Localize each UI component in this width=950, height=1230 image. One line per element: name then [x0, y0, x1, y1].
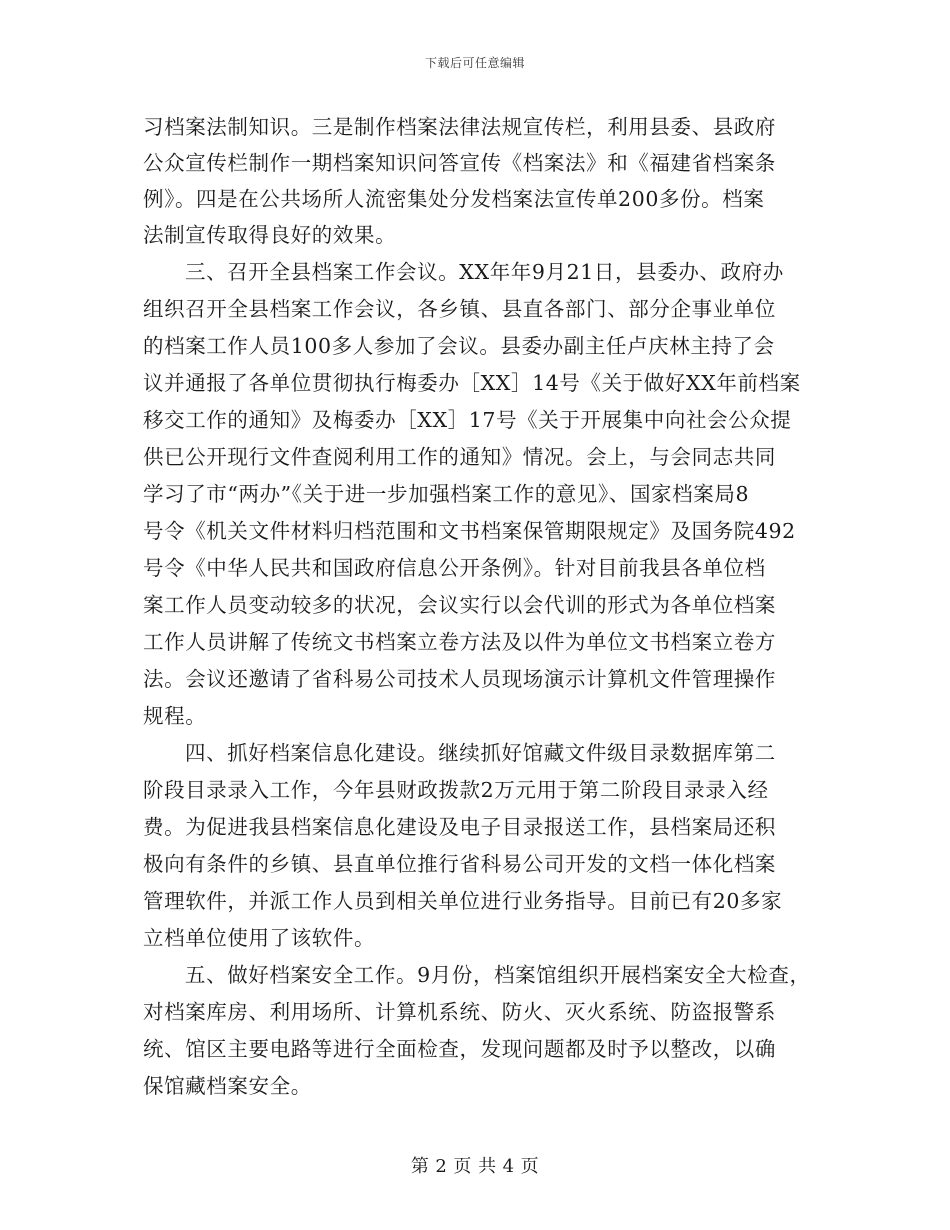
- text-line: 案工作人员变动较多的状况，会议实行以会代训的形式为各单位档案: [143, 593, 776, 617]
- text-line: 阶段目录录入工作，今年县财政拨款2万元用于第二阶段目录录入经: [143, 778, 769, 802]
- paragraph-start-line: 三、召开全县档案工作会议。XX年年9月21日，县委办、政府办: [185, 260, 784, 284]
- text-line: 公众宣传栏制作一期档案知识问答宣传《档案法》和《福建省档案条: [143, 151, 776, 175]
- text-line: 工作人员讲解了传统文书档案立卷方法及以件为单位文书档案立卷方: [143, 630, 776, 654]
- text-line: 费。为促进我县档案信息化建设及电子目录报送工作，县档案局还积: [143, 815, 776, 839]
- page-number: 2: [435, 1156, 448, 1177]
- text-line: 极向有条件的乡镇、县直单位推行省科易公司开发的文档一体化档案: [143, 852, 776, 876]
- text-line: 管理软件，并派工作人员到相关单位进行业务指导。目前已有20多家: [143, 889, 783, 913]
- text-line: 例》。四是在公共场所人流密集处分发档案法宣传单200多份。档案: [143, 187, 765, 211]
- text-line: 统、馆区主要电路等进行全面检查，发现问题都及时予以整改，以确: [143, 1037, 776, 1061]
- text-line: 对档案库房、利用场所、计算机系统、防火、灭火系统、防盗报警系: [143, 1000, 776, 1024]
- text-line: 学习了市“两办”《关于进一步加强档案工作的意见》、国家档案局8: [143, 482, 750, 506]
- total-pages: 4: [502, 1156, 515, 1177]
- text-line: 法。会议还邀请了省科易公司技术人员现场演示计算机文件管理操作: [143, 667, 776, 691]
- text-line: 议并通报了各单位贯彻执行梅委办［XX］14号《关于做好XX年前档案: [143, 371, 801, 395]
- text-line: 立档单位使用了该软件。: [143, 926, 376, 950]
- paragraph-start-line: 五、做好档案安全工作。9月份，档案馆组织开展档案安全大检查，: [185, 963, 811, 987]
- footer-middle: 页 共: [453, 1156, 497, 1177]
- text-line: 法制宣传取得良好的效果。: [143, 223, 397, 247]
- text-line: 组织召开全县档案工作会议，各乡镇、县直各部门、部分企事业单位: [143, 297, 776, 321]
- footer-prefix: 第: [410, 1156, 430, 1177]
- paragraph-start-line: 四、抓好档案信息化建设。继续抓好馆藏文件级目录数据库第二: [185, 741, 776, 765]
- text-line: 号令《机关文件材料归档范围和文书档案保管期限规定》及国务院492: [143, 519, 796, 543]
- page-footer: [0, 1152, 950, 1178]
- text-line: 供已公开现行文件查阅利用工作的通知》情况。会上，与会同志共同: [143, 445, 776, 469]
- text-line: 规程。: [143, 704, 207, 728]
- text-line: 的档案工作人员100多人参加了会议。县委办副主任卢庆林主持了会: [143, 334, 775, 358]
- page-header: 下载后可任意编辑: [424, 56, 525, 70]
- text-line: 移交工作的通知》及梅委办［XX］17号《关于开展集中向社会公众提: [143, 408, 792, 432]
- text-line: 号令《中华人民共和国政府信息公开条例》。针对目前我县各单位档: [143, 556, 766, 580]
- text-line: 保馆藏档案安全。: [143, 1074, 312, 1098]
- text-line: 习档案法制知识。三是制作档案法律法规宣传栏，利用县委、县政府: [143, 115, 776, 139]
- footer-suffix: 页: [520, 1156, 540, 1177]
